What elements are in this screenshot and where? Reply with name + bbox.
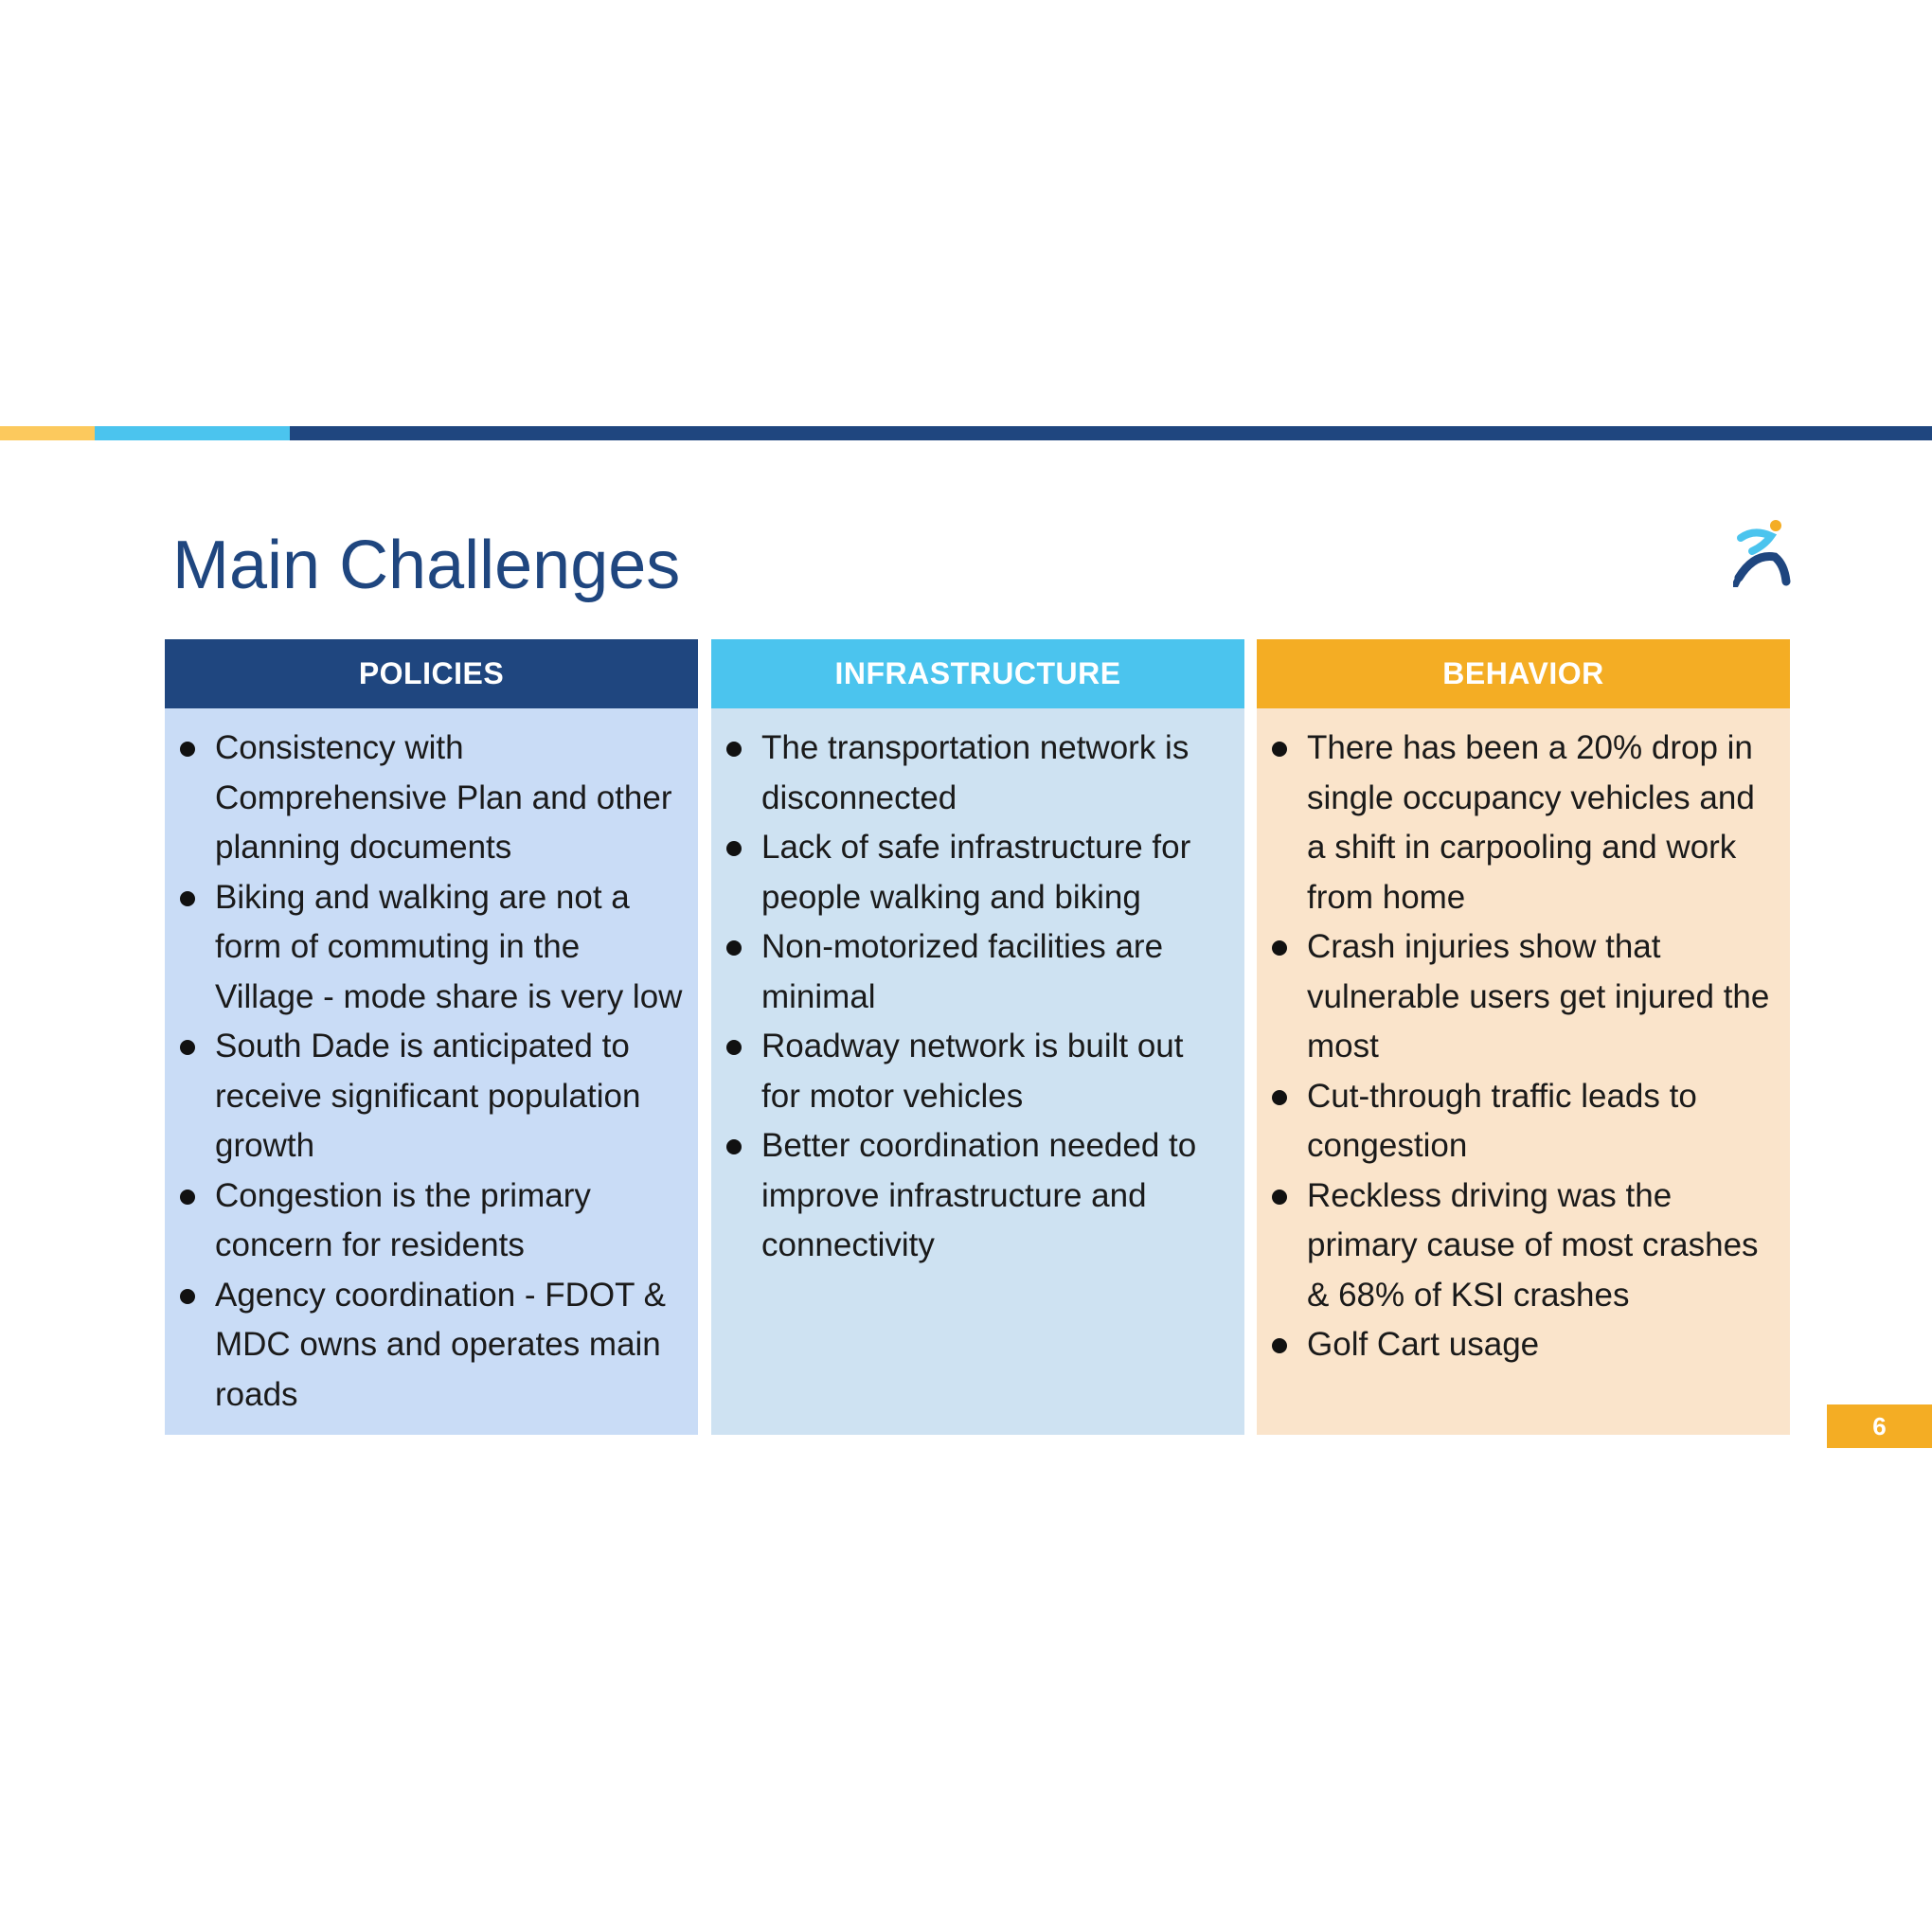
list-item (165, 724, 685, 873)
list-item-text: There has been a 20% drop in single occupancy vehicles and a shift in carpooling and work from home (1307, 729, 1755, 916)
list-item (711, 1121, 1231, 1271)
list-item-text: Agency coordination - FDOT & MDC owns and operates main roads (215, 1276, 666, 1413)
list-item-text: South Dade is anticipated to receive significant population growth (215, 1028, 641, 1164)
infrastructure-column (711, 639, 1244, 1435)
logo-arm (1741, 532, 1771, 551)
bullet-icon (726, 1040, 742, 1055)
bullet-icon (726, 1139, 742, 1154)
bullet-icon (1272, 1190, 1287, 1205)
bullet-icon (180, 1289, 195, 1304)
accent-bar-cyan (95, 426, 290, 440)
behavior-column (1257, 639, 1790, 1435)
list-item (165, 873, 685, 1023)
list-item-text: Reckless driving was the primary cause of most crashes & 68% of KSI crashes (1307, 1176, 1759, 1314)
list-item-text: Cut-through traffic leads to congestion (1307, 1077, 1697, 1164)
list-item-text: Crash injuries show that vulnerable users get injured the most (1307, 928, 1770, 1064)
policies-list (165, 724, 685, 1420)
bullet-icon (180, 891, 195, 906)
infrastructure-body (711, 708, 1244, 1435)
list-item-text: Non-motorized facilities are minimal (761, 928, 1164, 1015)
accent-bar-navy (290, 426, 1932, 440)
list-item (1257, 1072, 1777, 1172)
infrastructure-heading (711, 639, 1244, 708)
behavior-list (1257, 724, 1777, 1370)
logo-head (1770, 520, 1781, 531)
list-item (711, 1022, 1231, 1121)
bullet-icon (180, 1190, 195, 1205)
list-item (1257, 1172, 1777, 1321)
policies-heading-label: POLICIES (358, 656, 505, 690)
infrastructure-list (711, 724, 1231, 1271)
behavior-heading-label: BEHAVIOR (1442, 656, 1604, 690)
infrastructure-heading-label: INFRASTRUCTURE (834, 656, 1121, 690)
policies-column (165, 639, 698, 1435)
behavior-heading (1257, 639, 1790, 708)
policies-body (165, 708, 698, 1435)
list-item (711, 724, 1231, 823)
page-number-badge (1827, 1404, 1932, 1448)
behavior-body (1257, 708, 1790, 1435)
list-item (1257, 922, 1777, 1072)
walking-person-icon (1733, 517, 1792, 587)
list-item (165, 1022, 685, 1172)
page-title: Main Challenges (172, 528, 681, 603)
list-item (711, 922, 1231, 1022)
page-number: 6 (1872, 1411, 1887, 1440)
list-item-text: Roadway network is built out for motor vehicles (761, 1028, 1184, 1115)
header-accent-bar (0, 426, 1932, 440)
bullet-icon (1272, 1090, 1287, 1105)
list-item-text: Congestion is the primary concern for residents (215, 1176, 591, 1263)
list-item (165, 1172, 685, 1271)
list-item-text: Consistency with Comprehensive Plan and other planning documents (215, 729, 672, 866)
list-item (1257, 1320, 1777, 1370)
bullet-icon (726, 742, 742, 757)
list-item-text: The transportation network is disconnected (761, 729, 1190, 816)
bullet-icon (180, 1040, 195, 1055)
list-item-text: Lack of safe infrastructure for people walking and biking (761, 829, 1191, 916)
list-item (711, 823, 1231, 922)
bullet-icon (1272, 1338, 1287, 1353)
logo-foot (1735, 578, 1739, 585)
bullet-icon (1272, 742, 1287, 757)
list-item-text: Biking and walking are not a form of commuting in the Village - mode share is very low (215, 878, 683, 1015)
bullet-icon (180, 742, 195, 757)
accent-bar-yellow (0, 426, 95, 440)
bullet-icon (1272, 940, 1287, 956)
list-item (1257, 724, 1777, 922)
list-item (165, 1271, 685, 1421)
bullet-icon (726, 940, 742, 956)
bullet-icon (726, 841, 742, 856)
logo-legs (1739, 556, 1786, 581)
list-item-text: Golf Cart usage (1307, 1326, 1540, 1363)
list-item-text: Better coordination needed to improve infrastructure and connectivity (761, 1127, 1197, 1263)
policies-heading (165, 639, 698, 708)
